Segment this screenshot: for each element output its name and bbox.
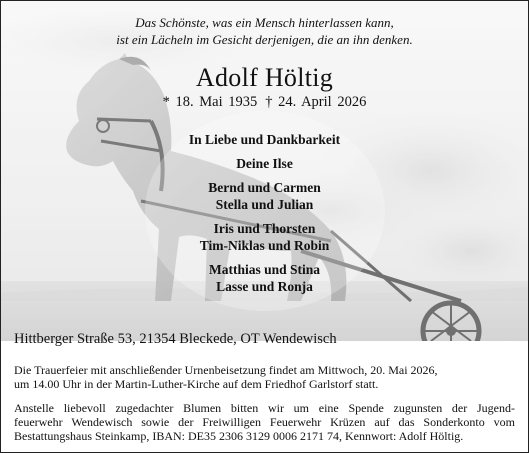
funeral-details	[14, 363, 515, 391]
family-group-iris	[1, 220, 528, 254]
funeral-line-2: um 14.00 Uhr in der Martin-Luther-Kirche auf dem Friedhof Garlstorf statt.	[14, 377, 379, 391]
donation-line-2: feuerwehr Wendewisch sowie der Freiwilligen Feuerwehr Krüzen auf das Sonderkonto vom	[14, 415, 515, 429]
memorial-quote	[1, 14, 528, 48]
quote-line-2: ist ein Lächeln im Gesicht derjenigen, die an ihn denken.	[116, 32, 413, 47]
family-line: Bernd und Carmen	[208, 180, 321, 195]
family-line: Deine Ilse	[236, 156, 293, 171]
family-group-matthias	[1, 261, 528, 295]
quote-line-1: Das Schönste, was ein Mensch hinterlassen kann,	[135, 15, 394, 30]
death-date: † 24. April 2026	[265, 94, 367, 110]
family-line: Iris und Thorsten	[213, 221, 316, 236]
family-line: Tim-Niklas und Robin	[199, 238, 330, 253]
donation-line-1: Anstelle liebevoll zugedachter Blumen bitten wir um eine Spende zugunsten der Jugend-	[14, 401, 515, 415]
deceased-name: Adolf Höltig	[195, 63, 334, 92]
donation-line-3: Bestattungshaus Steinkamp, IBAN: DE35 2306 3129 0006 2171 74, Kennwort: Adolf Höltig.	[14, 429, 464, 443]
family-line: Lasse und Ronja	[216, 279, 313, 294]
family-line: Stella und Julian	[215, 197, 314, 212]
funeral-line-1: Die Trauerfeier mit anschließender Urnenbeisetzung findet am Mittwoch, 20. Mai 2026,	[14, 363, 438, 377]
family-group-bernd	[1, 179, 528, 213]
family-group-spouse	[1, 155, 528, 172]
family-address: Hittberger Straße 53, 21354 Bleckede, OT Wendewisch	[14, 331, 337, 347]
family-group-dedication	[1, 131, 528, 148]
donation-request	[14, 401, 515, 443]
family-line: Matthias und Stina	[208, 262, 321, 277]
mourners-list	[1, 131, 528, 302]
birth-date: * 18. Mai 1935	[162, 94, 258, 110]
life-dates	[1, 93, 528, 111]
family-line: In Liebe und Dankbarkeit	[188, 132, 341, 147]
